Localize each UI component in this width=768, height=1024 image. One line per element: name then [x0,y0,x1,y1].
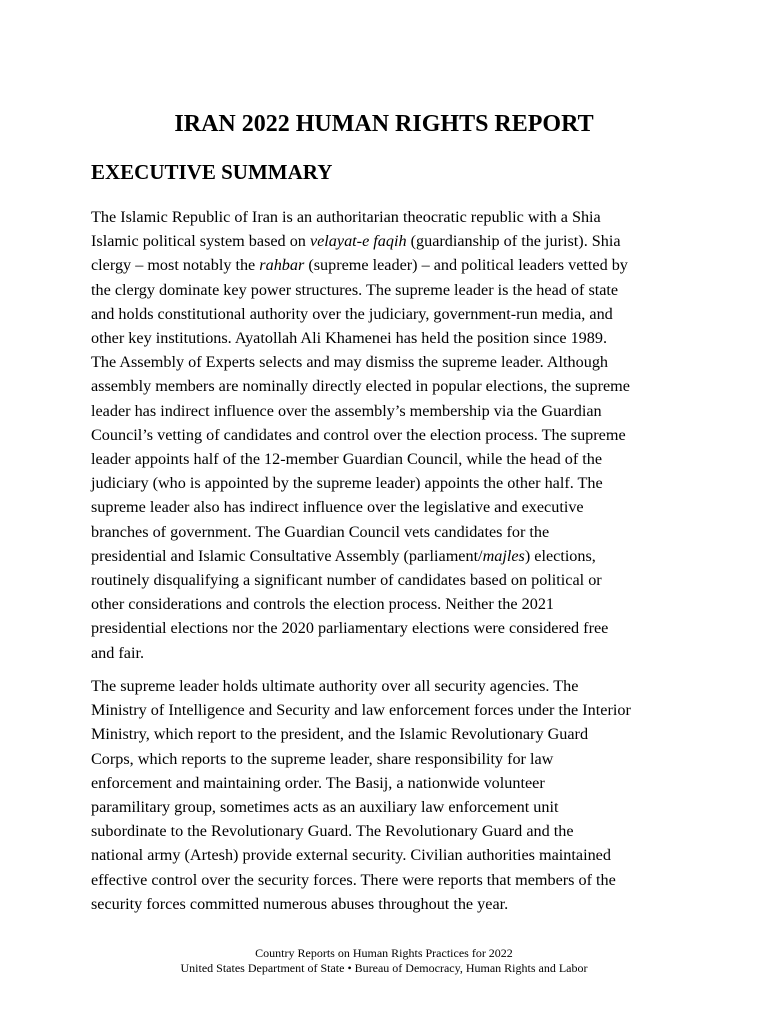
italic-term: rahbar [259,256,305,275]
text-line [91,795,691,819]
text-run: (guardianship of the jurist). Shia [406,232,621,251]
text-line [91,892,691,916]
text-line [91,819,691,843]
text-line [91,674,691,698]
text-run: subordinate to the Revolutionary Guard. The Revolutionary Guard and the [91,822,574,841]
text-run: leader has indirect influence over the assembly’s membership via the Guardian [91,401,602,420]
text-run: other considerations and controls the election process. Neither the 2021 [91,595,555,614]
footer-report-name: Country Reports on Human Rights Practices for 2022 [255,946,513,960]
text-run: paramilitary group, sometimes acts as an auxiliary law enforcement unit [91,798,559,817]
text-line [91,374,691,398]
section-heading: EXECUTIVE SUMMARY [91,160,333,184]
text-line [91,747,691,771]
paragraph-government [91,205,691,665]
text-line [91,641,691,665]
text-line [91,592,691,616]
text-line [91,326,691,350]
text-line [91,868,691,892]
text-line [91,302,691,326]
text-run: Ministry of Intelligence and Security and law enforcement forces under the Interior [91,701,631,720]
page-footer [0,946,768,976]
text-run: (supreme leader) – and political leaders vetted by [304,256,628,275]
text-run: and holds constitutional authority over the judiciary, government-run media, and [91,304,613,323]
text-run: presidential elections nor the 2020 parliamentary elections were considered free [91,619,609,638]
footer-department: United States Department of State • Bureau of Democracy, Human Rights and Labor [180,961,588,975]
text-line [91,205,691,229]
text-line [91,471,691,495]
text-line [91,771,691,795]
text-run: presidential and Islamic Consultative Assembly (parliament/ [91,546,483,565]
text-run: judiciary (who is appointed by the supreme leader) appoints the other half. The [91,474,603,493]
text-run: enforcement and maintaining order. The Basij, a nationwide volunteer [91,773,545,792]
text-run: the clergy dominate key power structures. The supreme leader is the head of state [91,280,619,299]
text-run: The Islamic Republic of Iran is an authoritarian theocratic republic with a Shia [91,208,601,226]
text-run: national army (Artesh) provide external security. Civilian authorities maintained [91,846,611,865]
text-line [91,616,691,640]
text-run: Corps, which reports to the supreme leader, share responsibility for law [91,749,554,768]
text-run: Islamic political system based on [91,232,310,251]
text-run: assembly members are nominally directly elected in popular elections, the supreme [91,377,630,396]
text-line [91,568,691,592]
text-run: leader appoints half of the 12-member Guardian Council, while the head of the [91,450,603,469]
text-run: branches of government. The Guardian Council vets candidates for the [91,522,550,541]
italic-term: velayat-e faqih [309,232,407,251]
text-line [91,722,691,746]
text-line [91,843,691,867]
text-run: supreme leader also has indirect influence over the legislative and executive [91,498,584,517]
text-line [91,253,691,277]
text-line [91,447,691,471]
text-line [91,278,691,302]
text-run: ) elections, [524,546,596,565]
text-line [91,423,691,447]
text-line [91,229,691,253]
text-line [91,544,691,568]
italic-term: majles [482,546,525,565]
text-run: and fair. [91,643,145,662]
text-line [91,350,691,374]
text-run: clergy – most notably the [91,256,260,275]
text-run: other key institutions. Ayatollah Ali Khamenei has held the position since 1989. [91,329,607,348]
text-run: security forces committed numerous abuses throughout the year. [91,894,509,913]
text-line [91,495,691,519]
text-run: The Assembly of Experts selects and may dismiss the supreme leader. Although [91,353,609,372]
text-line [91,399,691,423]
text-run: The supreme leader holds ultimate authority over all security agencies. The [91,677,579,695]
report-title: IRAN 2022 HUMAN RIGHTS REPORT [174,111,594,137]
text-run: effective control over the security forces. There were reports that members of the [91,870,616,889]
text-run: Ministry, which report to the president, and the Islamic Revolutionary Guard [91,725,589,744]
paragraph-security [91,674,691,916]
text-run: routinely disqualifying a significant number of candidates based on political or [91,571,602,590]
text-line [91,698,691,722]
text-run: Council’s vetting of candidates and control over the election process. The supreme [91,425,626,444]
text-line [91,520,691,544]
